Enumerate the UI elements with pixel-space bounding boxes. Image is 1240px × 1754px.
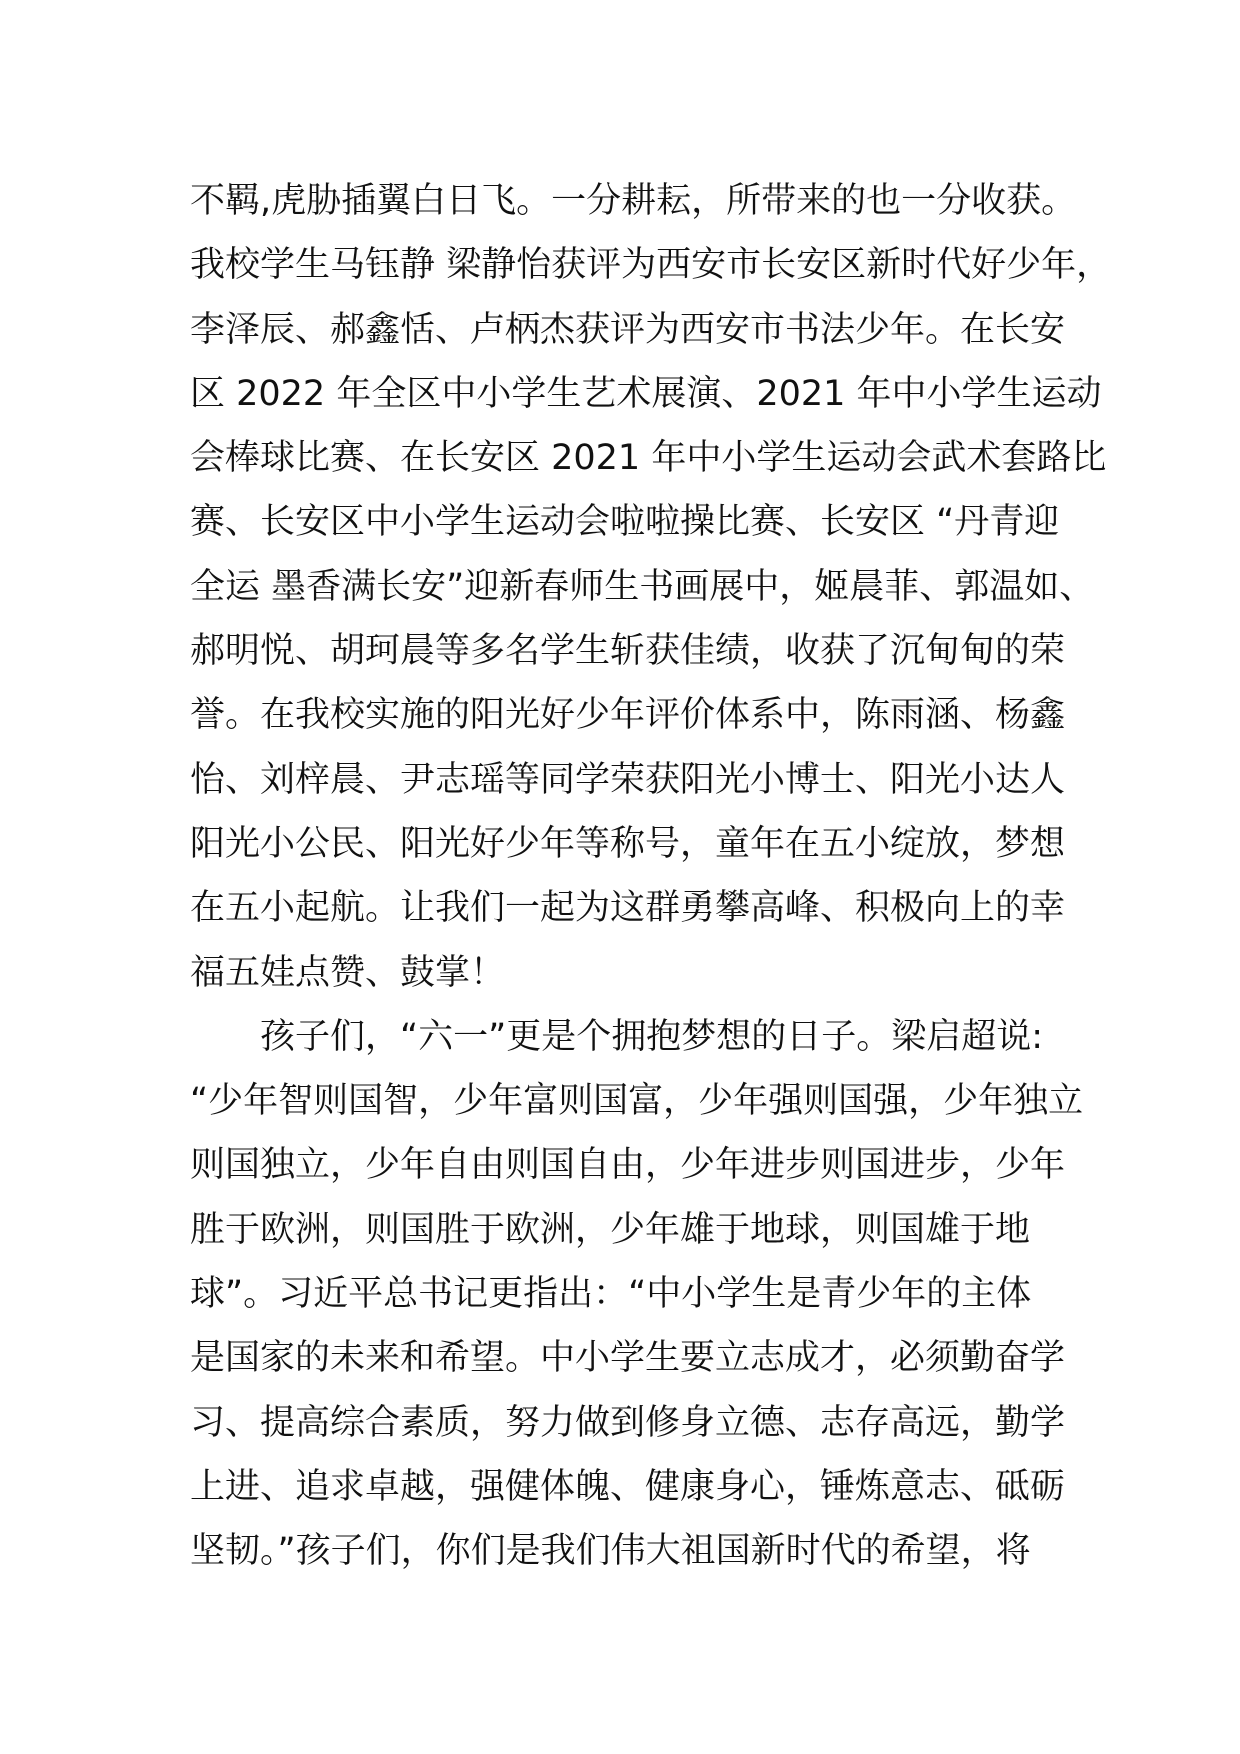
text-line: 胜于欧洲，则国胜于欧洲，少年雄于地球，则国雄于地: [190, 1209, 1031, 1250]
text-line: 是国家的未来和希望。中小学生要立志成才，必须勤奋学: [190, 1338, 1066, 1379]
text-line: 阳光小公民、阳光好少年等称号，童年在五小绽放，梦想: [190, 823, 1066, 864]
text-line: 不羁,虎胁插翼白日飞。一分耕耘，所带来的也一分收获。: [190, 181, 1077, 221]
text-line: 郝明悦、胡珂晨等多名学生斩获佳绩，收获了沉甸甸的荣: [190, 631, 1066, 672]
text-line: 在五小起航。让我们一起为这群勇攀高峰、积极向上的幸: [190, 888, 1066, 929]
text-line: 上进、追求卓越，强健体魄、健康身心，锤炼意志、砥砺: [190, 1466, 1066, 1507]
text-line: 我校学生马钰静 梁静怡获评为西安市长安区新时代好少年，: [190, 245, 1112, 286]
text-line: “少年智则国智，少年富则国富，少年强则国强，少年独立: [190, 1081, 1084, 1122]
text-line: 誉。在我校实施的阳光好少年评价体系中，陈雨涵、杨鑫: [190, 695, 1066, 736]
text-line: 赛、长安区中小学生运动会啦啦操比赛、长安区 “丹青迎: [190, 502, 1060, 543]
text-line: 福五娃点赞、鼓掌！: [190, 952, 506, 993]
text-line: 会棒球比赛、在长安区 2021 年中小学生运动会武术套路比: [190, 438, 1107, 479]
text-line: 李泽辰、郝鑫恬、卢柄杰获评为西安市书法少年。在长安: [190, 309, 1066, 350]
text-line: 怡、刘梓晨、尹志瑶等同学荣获阳光小博士、阳光小达人: [190, 759, 1066, 800]
text-line: 则国独立，少年自由则国自由，少年进步则国进步，少年: [190, 1145, 1066, 1186]
text-line: 区 2022 年全区中小学生艺术展演、2021 年中小学生运动: [190, 373, 1102, 414]
text-line: 坚韧。”孩子们，你们是我们伟大祖国新时代的希望，将: [190, 1531, 1031, 1572]
text-line: 习、提高综合素质，努力做到修身立德、志存高远，勤学: [190, 1402, 1066, 1443]
text-line: 全运 墨香满长安”迎新春师生书画展中，姬晨菲、郭温如、: [190, 566, 1095, 607]
text-line: 球”。习近平总书记更指出：“中小学生是青少年的主体: [190, 1274, 1032, 1315]
body-text: [190, 169, 1112, 1584]
text-line: 孩子们，“六一”更是个拥抱梦想的日子。梁启超说:: [190, 1016, 1044, 1057]
